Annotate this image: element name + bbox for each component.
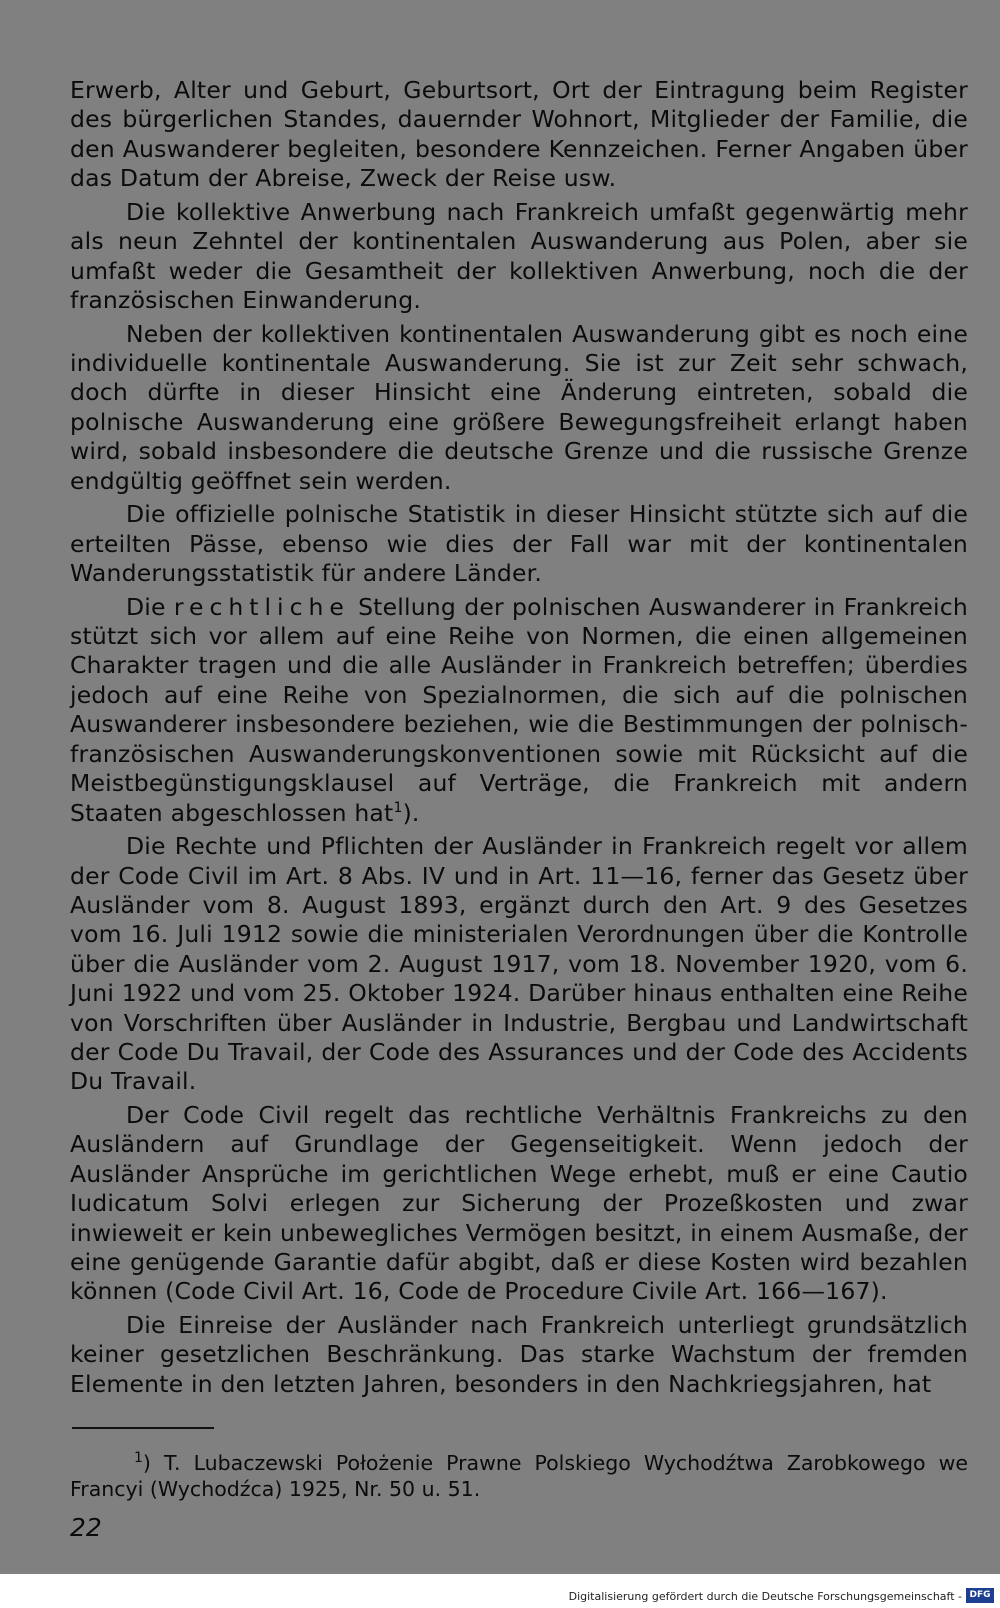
paragraph-8: Die Einreise der Ausländer nach Frankreich unterliegt grundsätzlich keiner gesetzlichen Beschränkung. Das starke Wachstum der fremden Elemente in den letzten Jahren, besonders in den Nachkriegsjahren, hat [70,1310,968,1398]
paragraph-4: Die offizielle polnische Statistik in dieser Hinsicht stützte sich auf die erteilten Pässe, ebenso wie dies der Fall war mit der kontinentalen Wanderungsstatistik für andere Länder. [70,500,968,588]
footnote [70,1450,968,1502]
paragraph-7: Der Code Civil regelt das rechtliche Verhältnis Frankreichs zu den Ausländern auf Grundlage der Gegenseitigkeit. Wenn jedoch der Ausländer Ansprüche im gerichtlichen Wege erhebt, muß er eine Cautio Iudicatum Solvi erlegen zur Sicherung der Prozeßkosten und zwar inwieweit er kein unbewegliches Vermögen besitzt, in einem Ausmaße, der eine genügende Garantie dafür abgibt, daß er diese Kosten wird bezahlen können (Code Civil Art. 16, Code de Procedure Civile Art. 166—167). [70,1100,968,1306]
dfg-logo: DFG [966,1588,994,1603]
paragraph-5-start: Die [126,592,166,621]
footnote-reference: 1 [393,799,403,816]
page-number: 22 [70,1513,102,1542]
footnote-marker: 1 [134,1450,143,1467]
paragraph-5-rest: Stellung der polnischen Auswanderer in Frankreich stützt sich vor allem auf eine Reihe von Normen, die einen allgemeinen Charakter tragen und die alle Ausländer in Frankreich betreffen; überdies jedoch auf eine Reihe von Spezialnormen, die sich auf die polnischen Auswanderer insbesondere beziehen, wie die Bestimmungen der polnisch-französischen Auswanderungskonventionen sowie mit Rücksicht auf die Meistbegünstigungsklausel auf Verträge, die Frankreich mit andern Staaten abgeschlossen hat [70,592,969,827]
spaced-emphasis-word: rechtliche [173,592,350,621]
paragraph-5 [70,593,968,828]
paragraph-6: Die Rechte und Pflichten der Ausländer in Frankreich regelt vor allem der Code Civil im Art. 8 Abs. IV und in Art. 11—16, ferner das Gesetz über Ausländer vom 8. August 1893, ergänzt durch den Art. 9 des Gesetzes vom 16. Juli 1912 sowie die ministerialen Verordnungen über die Kontrolle über die Ausländer vom 2. August 1917, vom 18. November 1920, vom 6. Juni 1922 und vom 25. Oktober 1924. Darüber hinaus enthalten eine Reihe von Vorschriften über Ausländer in Industrie, Bergbau und Landwirtschaft der Code Du Travail, der Code des Assurances und der Code des Accidents Du Travail. [70,832,968,1096]
paragraph-1: Erwerb, Alter und Geburt, Geburtsort, Ort der Eintragung beim Register des bürgerlichen Standes, dauernder Wohnort, Mitglieder der Familie, die den Auswanderer begleiten, besondere Kennzeichen. Ferner Angaben über das Datum der Abreise, Zweck der Reise usw. [70,76,968,193]
paragraph-5-end: ). [402,798,420,827]
paragraph-2: Die kollektive Anwerbung nach Frankreich umfaßt gegenwärtig mehr als neun Zehntel der kontinentalen Auswanderung aus Polen, aber sie umfaßt weder die Gesamtheit der kollektiven Anwerbung, noch die der französischen Einwanderung. [70,197,968,315]
digitization-credit: Digitalisierung gefördert durch die Deutsche Forschungsgemeinschaft - [568,1590,962,1603]
footnote-bracket: ) [142,1451,151,1475]
body-text [70,76,968,1403]
footnote-divider [72,1427,214,1429]
paragraph-3: Neben der kollektiven kontinentalen Auswanderung gibt es noch eine individuelle kontinentale Auswanderung. Sie ist zur Zeit sehr schwach, doch dürfte in dieser Hinsicht eine Änderung eintreten, sobald die polnische Auswanderung eine größere Bewegungsfreiheit erlangt haben wird, sobald insbesondere die deutsche Grenze und die russische Grenze endgültig geöffnet sein werden. [70,319,968,495]
footnote-text: T. Lubaczewski Położenie Prawne Polskiego Wychodźtwa Zarobkowego we Francyi (Wychodźca) 1925, Nr. 50 u. 51. [70,1451,968,1501]
